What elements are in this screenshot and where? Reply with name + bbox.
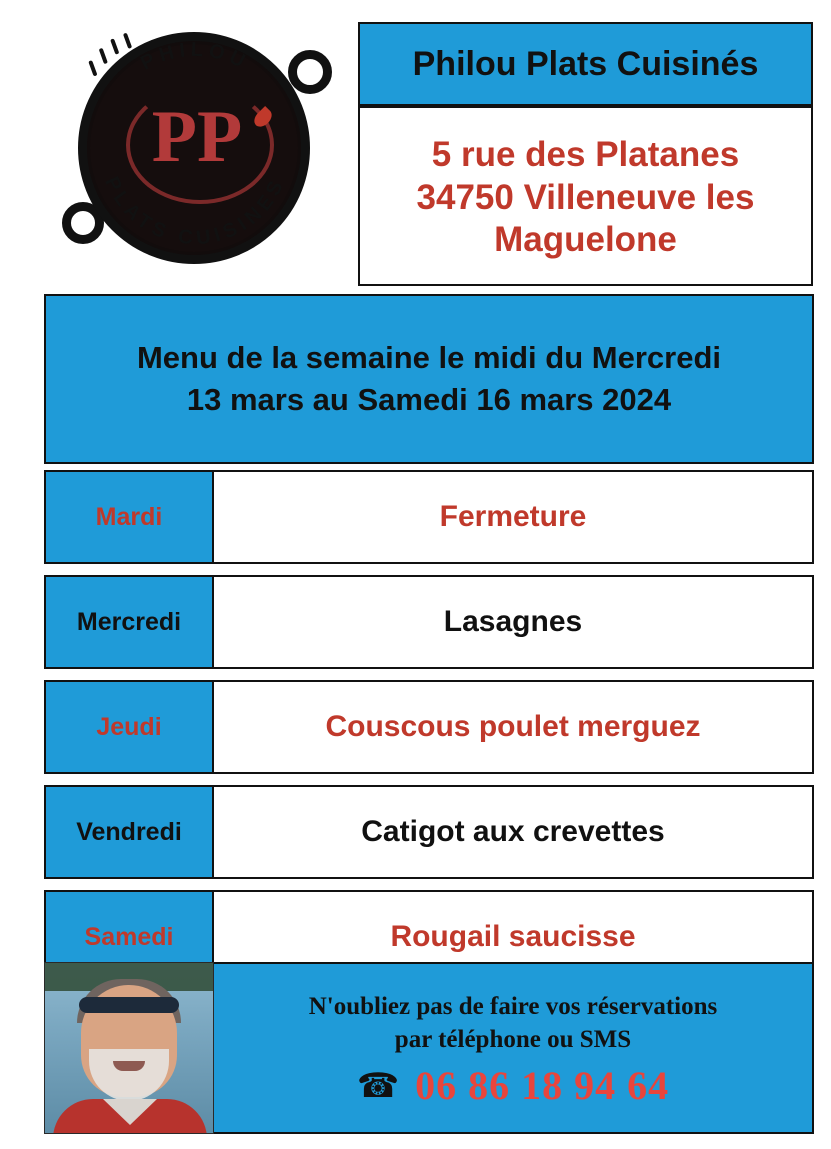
reservation-line-2: par téléphone ou SMS xyxy=(394,1025,632,1053)
menu-day-label: Jeudi xyxy=(44,680,214,774)
menu-day-label: Mardi xyxy=(44,470,214,564)
owner-photo xyxy=(44,962,214,1134)
phone-row xyxy=(357,1062,669,1109)
menu-dish-label: Rougail saucisse xyxy=(214,890,814,984)
reservation-box xyxy=(214,962,814,1134)
menu-day-label: Mercredi xyxy=(44,575,214,669)
logo-ring-top-label: PHILOU xyxy=(137,38,253,75)
menu-day-label: Samedi xyxy=(44,890,214,984)
photo-beard xyxy=(89,1049,169,1101)
photo-mouth xyxy=(113,1061,145,1071)
business-name-label: Philou Plats Cuisinés xyxy=(412,44,759,83)
week-banner-line-1: Menu de la semaine le midi du Mercredi xyxy=(136,340,721,376)
menu-day-label: Vendredi xyxy=(44,785,214,879)
week-banner xyxy=(44,294,814,464)
poster-header xyxy=(0,0,831,292)
table-row xyxy=(44,470,814,564)
logo-monogram: PP xyxy=(151,96,243,178)
poster-footer xyxy=(44,962,814,1134)
table-row xyxy=(44,785,814,879)
address-line-1: 5 rue des Platanes xyxy=(431,134,740,174)
address-box xyxy=(358,106,813,286)
address-line-2: 34750 Villeneuve les xyxy=(416,177,755,217)
reservation-line-1: N'oubliez pas de faire vos réservations xyxy=(308,993,718,1020)
logo xyxy=(60,14,330,284)
phone-number-label[interactable]: 06 86 18 94 64 xyxy=(415,1063,670,1108)
table-row xyxy=(44,575,814,669)
sunglasses-icon xyxy=(79,997,179,1013)
address-line-3: Maguelone xyxy=(494,220,677,260)
business-name-box xyxy=(358,22,813,106)
logo-ring-bottom-label: PLATS CUISINES xyxy=(100,173,290,250)
menu-table xyxy=(44,470,814,995)
menu-dish-label: Catigot aux crevettes xyxy=(214,785,814,879)
menu-dish-label: Lasagnes xyxy=(214,575,814,669)
table-row xyxy=(44,680,814,774)
menu-dish-label: Fermeture xyxy=(214,470,814,564)
menu-dish-label: Couscous poulet merguez xyxy=(214,680,814,774)
week-banner-line-2: 13 mars au Samedi 16 mars 2024 xyxy=(186,382,672,417)
telephone-icon: ☎ xyxy=(356,1066,400,1105)
